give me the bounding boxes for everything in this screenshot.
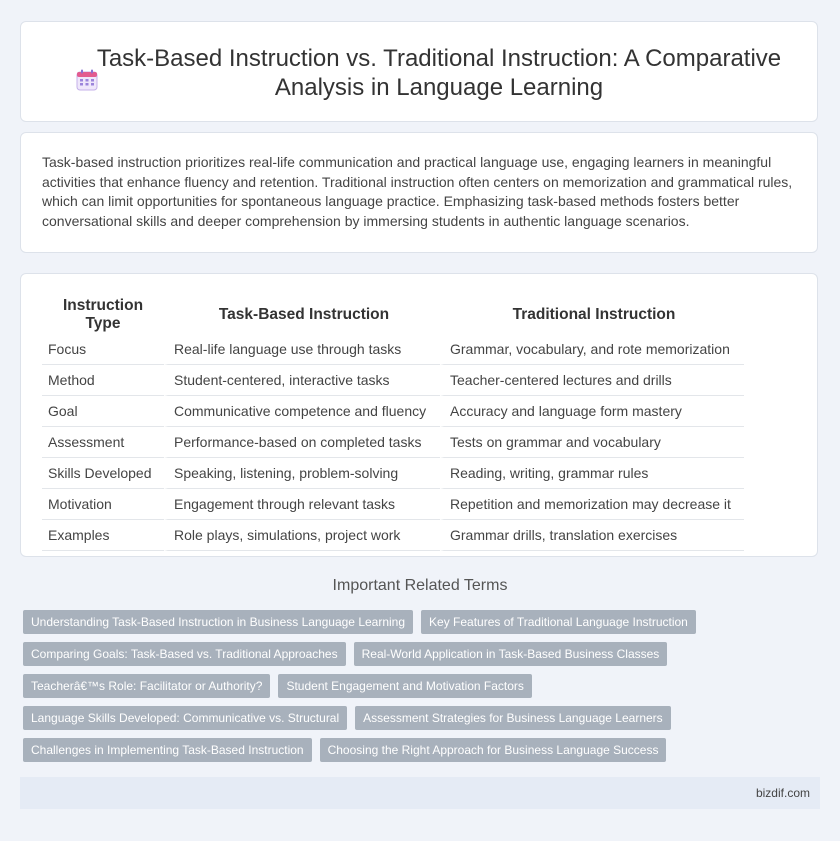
table-cell: Accuracy and language form mastery <box>440 396 744 427</box>
table-cell: Focus <box>42 334 164 365</box>
intro-paragraph: Task-based instruction prioritizes real-life communication and practical language use, engaging learners in meaningful activities that enhance fluency and retention. Traditional instruction often centers on memorization and grammatical rules, which can limit opportunities for spontaneous language practice. Emphasizing task-based methods fosters better conversational skills and deeper comprehension by immersing students in authentic language scenarios. <box>42 154 793 229</box>
comparison-card <box>20 273 818 557</box>
table-cell: Examples <box>42 520 164 551</box>
table-body <box>42 334 744 551</box>
title-card <box>20 21 818 122</box>
intro-card <box>20 132 818 253</box>
table-cell: Method <box>42 365 164 396</box>
table-row <box>42 520 744 551</box>
table-row <box>42 427 744 458</box>
footer-site[interactable]: bizdif.com <box>755 786 810 800</box>
related-term-tag[interactable]: Choosing the Right Approach for Business Language Success <box>320 738 667 762</box>
table-cell: Speaking, listening, problem-solving <box>164 458 440 489</box>
table-cell: Performance-based on completed tasks <box>164 427 440 458</box>
tag-row <box>23 738 813 762</box>
table-cell: Goal <box>42 396 164 427</box>
header-instruction-type: Instruction Type <box>62 297 144 332</box>
related-term-tag[interactable]: Key Features of Traditional Language Instruction <box>421 610 696 634</box>
related-term-tag[interactable]: Challenges in Implementing Task-Based Instruction <box>23 738 312 762</box>
related-terms-title: Important Related Terms <box>332 577 508 594</box>
header-task-based: Task-Based Instruction <box>218 306 390 323</box>
table-cell: Motivation <box>42 489 164 520</box>
related-term-tag[interactable]: Language Skills Developed: Communicative vs. Structural <box>23 706 347 730</box>
tag-row <box>23 610 813 634</box>
table-cell: Teacher-centered lectures and drills <box>440 365 744 396</box>
table-row <box>42 365 744 396</box>
table-cell: Reading, writing, grammar rules <box>440 458 744 489</box>
table-cell: Real-life language use through tasks <box>164 334 440 365</box>
header-traditional: Traditional Instruction <box>512 306 676 323</box>
related-term-tag[interactable]: Student Engagement and Motivation Factors <box>278 674 531 698</box>
table-cell: Engagement through relevant tasks <box>164 489 440 520</box>
table-cell: Assessment <box>42 427 164 458</box>
table-cell: Skills Developed <box>42 458 164 489</box>
table-row <box>42 334 744 365</box>
table-cell: Repetition and memorization may decrease it <box>440 489 744 520</box>
footer <box>20 777 820 809</box>
table-row <box>42 396 744 427</box>
table-cell: Student-centered, interactive tasks <box>164 365 440 396</box>
comparison-table <box>42 292 744 551</box>
table-header-row <box>42 292 744 334</box>
page-title: Task-Based Instruction vs. Traditional Instruction: A Comparative Analysis in Language Learning <box>96 45 782 101</box>
table-cell: Grammar, vocabulary, and rote memorization <box>440 334 744 365</box>
table-row <box>42 489 744 520</box>
related-terms-list <box>23 610 813 770</box>
table-cell: Communicative competence and fluency <box>164 396 440 427</box>
table-row <box>42 458 744 489</box>
table-cell: Role plays, simulations, project work <box>164 520 440 551</box>
table-cell: Tests on grammar and vocabulary <box>440 427 744 458</box>
tag-row <box>23 706 813 730</box>
related-term-tag[interactable]: Real-World Application in Task-Based Business Classes <box>354 642 668 666</box>
tag-row <box>23 674 813 698</box>
related-term-tag[interactable]: Understanding Task-Based Instruction in Business Language Learning <box>23 610 413 634</box>
related-term-tag[interactable]: Comparing Goals: Task-Based vs. Traditional Approaches <box>23 642 346 666</box>
related-term-tag[interactable]: Teacherâ€™s Role: Facilitator or Authority? <box>23 674 270 698</box>
related-term-tag[interactable]: Assessment Strategies for Business Language Learners <box>355 706 671 730</box>
table-cell: Grammar drills, translation exercises <box>440 520 744 551</box>
tag-row <box>23 642 813 666</box>
